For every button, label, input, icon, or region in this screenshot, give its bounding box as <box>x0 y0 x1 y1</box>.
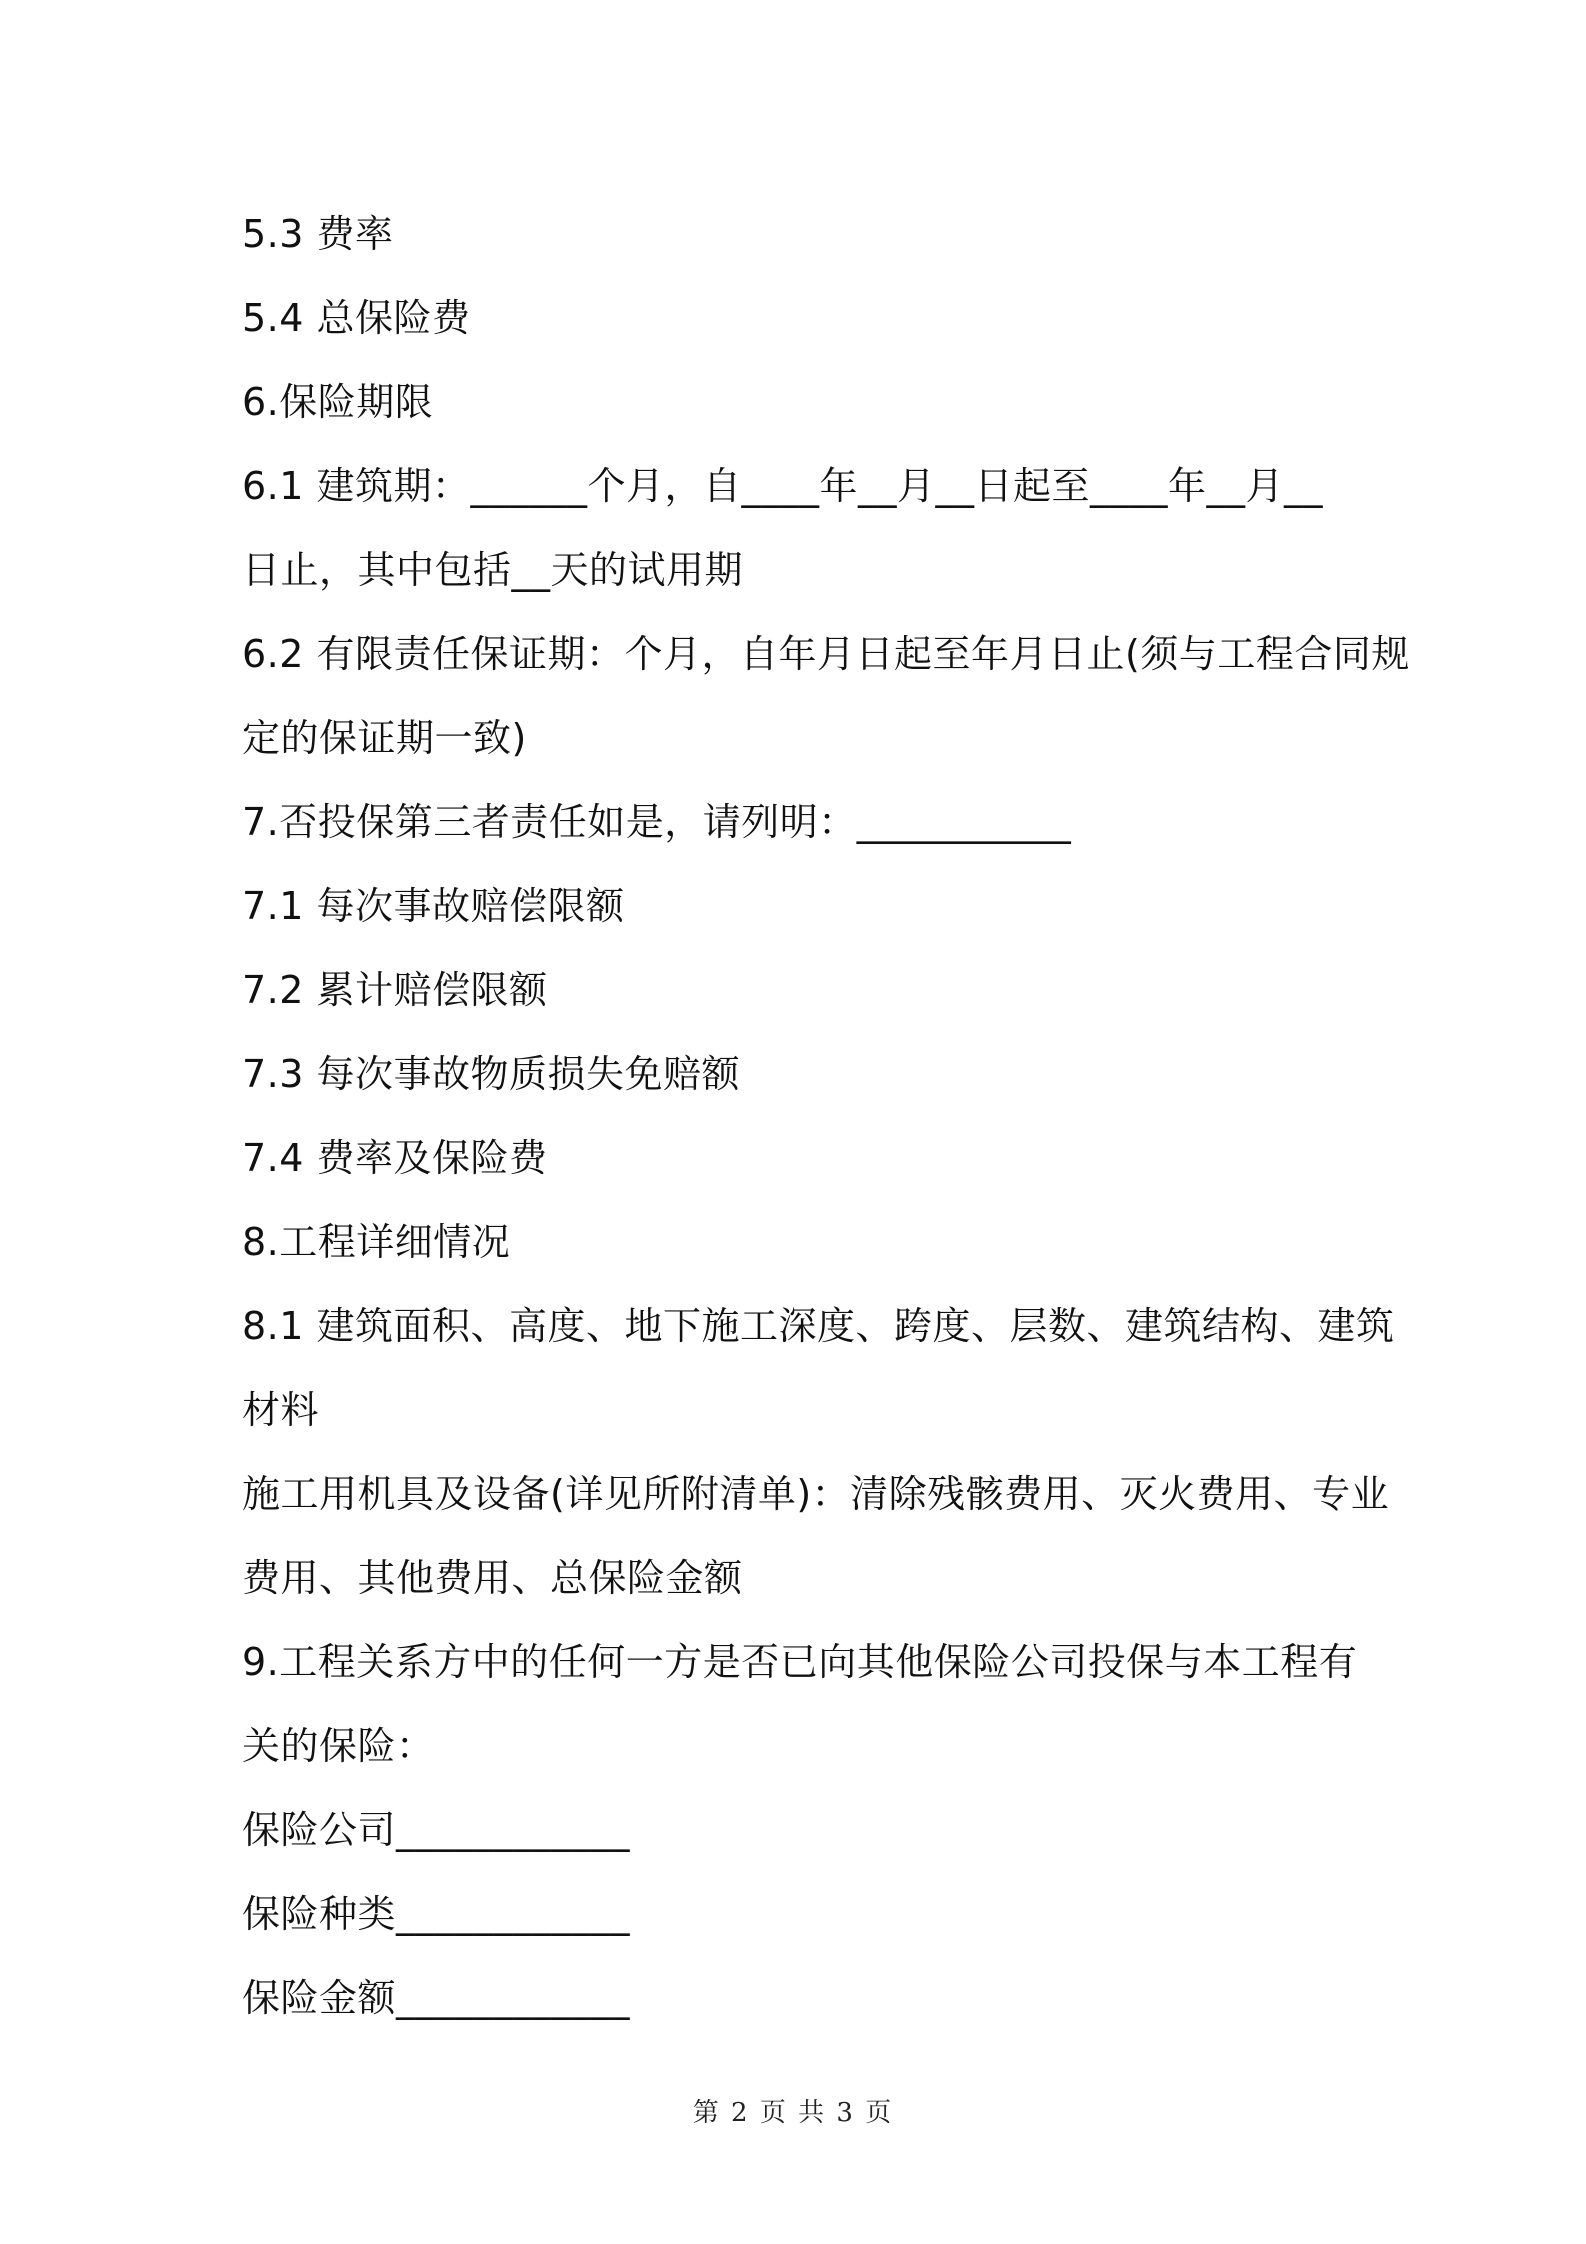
field-insurance-amount: 保险金额____________ <box>242 1976 631 2020</box>
text-line-building-details: 8.1 建筑面积、高度、地下施工深度、跨度、层数、建筑结构、建筑 <box>242 1304 1395 1348</box>
document-body <box>242 192 1410 2040</box>
text-line-construction-period-cont: 日止，其中包括__天的试用期 <box>242 548 744 592</box>
text-line-warranty-period: 6.2 有限责任保证期：个月，自年月日起至年月日止(须与工程合同规 <box>242 632 1410 676</box>
text-line-rate-and-premium: 7.4 费率及保险费 <box>242 1136 548 1180</box>
text-line-equipment-cont: 费用、其他费用、总保险金额 <box>242 1556 743 1600</box>
field-insurance-type: 保险种类____________ <box>242 1892 631 1936</box>
text-line-construction-period: 6.1 建筑期：______个月，自____年__月__日起至____年__月__ <box>242 464 1324 508</box>
text-line-aggregate-limit: 7.2 累计赔偿限额 <box>242 968 548 1012</box>
text-line-deductible: 7.3 每次事故物质损失免赔额 <box>242 1052 741 1096</box>
text-line-total-premium: 5.4 总保险费 <box>242 296 471 340</box>
text-line-other-insurance-cont: 关的保险： <box>242 1724 435 1768</box>
text-line-warranty-period-cont: 定的保证期一致) <box>242 716 527 760</box>
text-line-equipment: 施工用机具及设备(详见所附清单)：清除残骸费用、灭火费用、专业 <box>242 1472 1390 1516</box>
section-heading-insurance-period: 6.保险期限 <box>242 380 434 424</box>
section-heading-other-insurance: 9.工程关系方中的任何一方是否已向其他保险公司投保与本工程有 <box>242 1640 1358 1684</box>
page-number-footer: 第 2 页 共 3 页 <box>692 2098 894 2128</box>
section-heading-project-details: 8.工程详细情况 <box>242 1220 511 1264</box>
text-line-rate: 5.3 费率 <box>242 212 394 256</box>
section-heading-third-party: 7.否投保第三者责任如是，请列明：___________ <box>242 800 1072 844</box>
field-insurance-company: 保险公司____________ <box>242 1808 631 1852</box>
text-line-building-details-cont: 材料 <box>242 1388 320 1432</box>
text-line-per-accident-limit: 7.1 每次事故赔偿限额 <box>242 884 625 928</box>
